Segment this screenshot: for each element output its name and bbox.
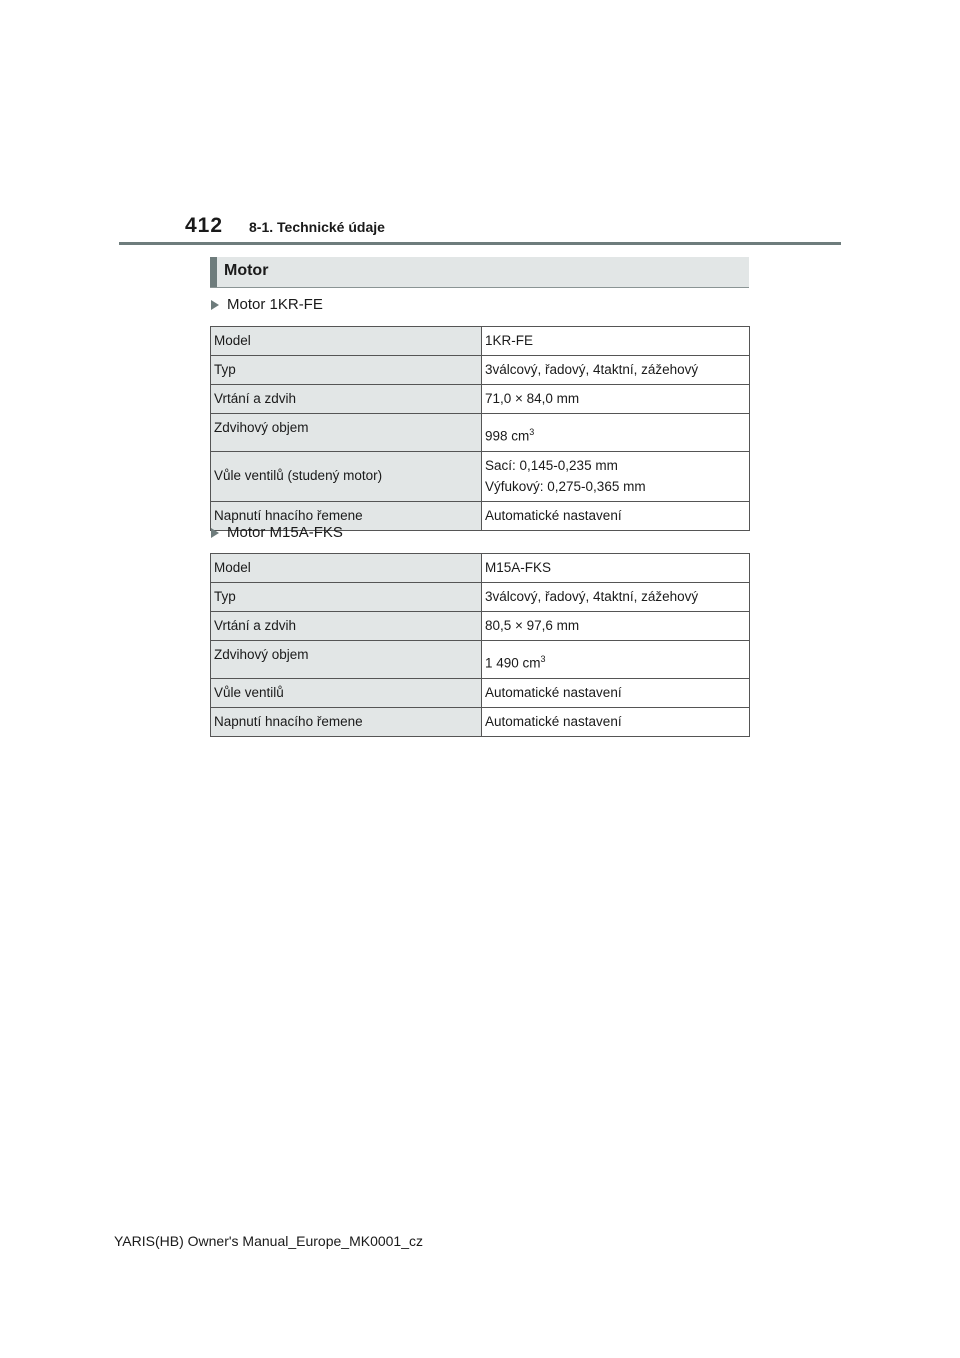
value-text: 71,0 × 84,0 mm (485, 391, 580, 406)
value-text: Výfukový: 0,275-0,365 mm (485, 478, 646, 494)
table-row (211, 327, 750, 356)
engine-heading-m15a (211, 524, 343, 541)
superscript: 3 (540, 654, 546, 664)
row-value (482, 641, 750, 679)
row-label: Napnutí hnacího řemene (211, 707, 482, 736)
spec-table-1kr (210, 326, 750, 531)
row-label: Vrtání a zdvih (211, 385, 482, 414)
engine-heading-label: Motor 1KR-FE (227, 296, 323, 313)
table-row (211, 641, 750, 679)
table-row (211, 385, 750, 414)
table-row (211, 356, 750, 385)
value-text: Automatické nastavení (485, 713, 622, 729)
row-value (482, 501, 750, 530)
value-text: 998 cm (485, 428, 530, 444)
row-label: Zdvihový objem (211, 414, 482, 452)
engine-heading-1kr (211, 296, 323, 313)
row-value (482, 451, 750, 501)
table-row (211, 707, 750, 736)
value-text: Automatické nastavení (485, 684, 622, 700)
section-header (210, 257, 749, 288)
section-title: Motor (224, 262, 269, 279)
row-label: Vůle ventilů (211, 678, 482, 707)
table-row (211, 583, 750, 612)
table-row (211, 612, 750, 641)
value-text: 1 490 cm (485, 655, 541, 671)
row-label: Model (211, 327, 482, 356)
superscript: 3 (529, 427, 535, 437)
row-value (482, 385, 750, 414)
chapter-title: 8-1. Technické údaje (249, 219, 385, 235)
table-row (211, 414, 750, 452)
value-text: 3válcový, řadový, 4taktní, zážehový (485, 362, 699, 377)
engine-heading-label: Motor M15A-FKS (227, 524, 343, 541)
value-text: 3válcový, řadový, 4taktní, zážehový (485, 589, 699, 604)
value-text: 80,5 × 97,6 mm (485, 618, 580, 633)
row-value (482, 356, 750, 385)
table-row (211, 554, 750, 583)
table-row (211, 451, 750, 501)
row-label: Typ (211, 356, 482, 385)
table-row (211, 678, 750, 707)
row-label: Vůle ventilů (studený motor) (211, 451, 482, 501)
value-text: 1KR-FE (485, 333, 534, 348)
row-value (482, 678, 750, 707)
row-label: Model (211, 554, 482, 583)
section-accent-bar (210, 257, 217, 287)
row-value (482, 612, 750, 641)
value-text: Sací: 0,145-0,235 mm (485, 457, 618, 473)
value-text: Automatické nastavení (485, 507, 622, 523)
value-text: M15A-FKS (485, 560, 552, 575)
triangle-bullet-icon (211, 300, 219, 310)
row-value (482, 583, 750, 612)
row-value (482, 414, 750, 452)
triangle-bullet-icon (211, 528, 219, 538)
row-label: Typ (211, 583, 482, 612)
row-label: Zdvihový objem (211, 641, 482, 679)
row-value (482, 707, 750, 736)
page-number: 412 (185, 214, 224, 237)
header-rule (119, 242, 841, 245)
spec-table-m15a (210, 553, 750, 737)
row-label: Napnutí hnacího řemene (211, 501, 482, 530)
footer-text: YARIS(HB) Owner's Manual_Europe_MK0001_cz (114, 1233, 423, 1249)
row-value (482, 554, 750, 583)
row-label: Vrtání a zdvih (211, 612, 482, 641)
row-value (482, 327, 750, 356)
